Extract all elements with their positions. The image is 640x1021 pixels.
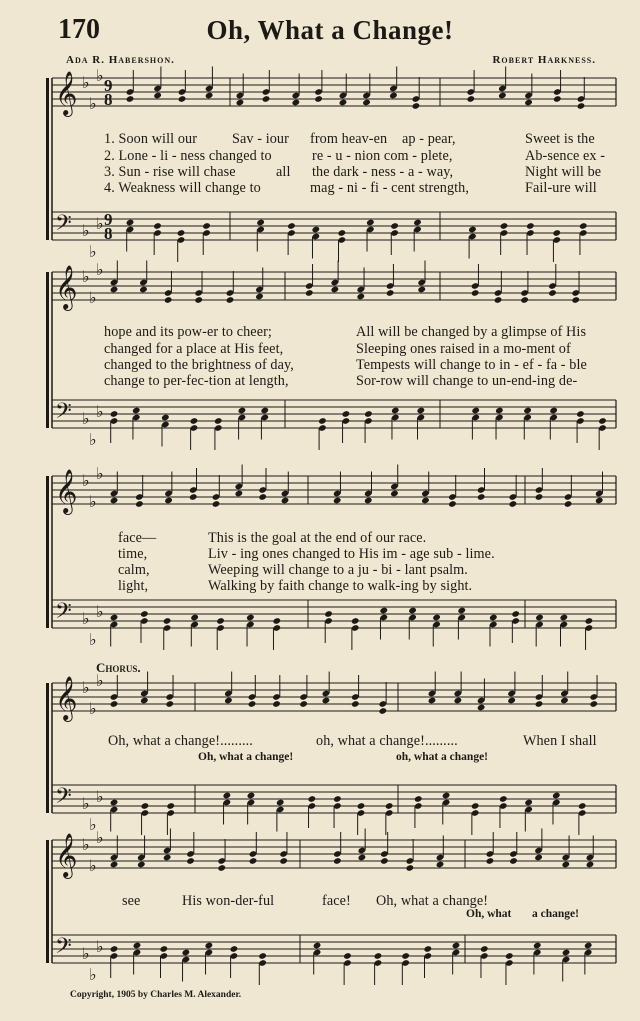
- flat-sign-icon: ♭: [96, 604, 104, 621]
- flat-sign-icon: ♭: [96, 68, 104, 85]
- note-head: [135, 500, 144, 508]
- note-head: [333, 795, 342, 803]
- time-signature-bottom: 8: [104, 224, 113, 243]
- note-head: [509, 857, 518, 865]
- s5-treble-c: face!: [322, 893, 351, 909]
- note-head: [217, 864, 226, 872]
- note-head: [471, 802, 480, 810]
- note-head: [212, 500, 221, 508]
- note-head: [190, 417, 199, 425]
- s5-bass-b: a change!: [532, 908, 579, 920]
- note-head: [182, 949, 191, 957]
- note-head: [247, 792, 256, 800]
- system-brace: [46, 78, 49, 240]
- note-head: [562, 949, 571, 957]
- note-head: [412, 102, 421, 110]
- note-head: [272, 617, 281, 625]
- flat-sign-icon: ♭: [89, 632, 97, 649]
- system-brace: [46, 272, 49, 428]
- note-head: [248, 700, 257, 708]
- note-head: [337, 229, 346, 237]
- s1-verse2-c: Ab-sence ex -: [525, 148, 606, 164]
- note-head: [110, 945, 119, 953]
- note-head: [216, 617, 225, 625]
- note-head: [223, 792, 232, 800]
- note-head: [159, 945, 168, 953]
- flat-sign-icon: ♭: [96, 404, 104, 421]
- note-head: [311, 226, 320, 234]
- note-head: [190, 614, 199, 622]
- note-head: [141, 802, 150, 810]
- note-head: [520, 296, 529, 304]
- note-head: [374, 952, 383, 960]
- note-head: [272, 700, 281, 708]
- note-head: [324, 610, 333, 618]
- flat-sign-icon: ♭: [89, 494, 97, 511]
- s1-verse4-b: mag - ni - fi - cent strength,: [310, 180, 470, 196]
- note-head: [226, 296, 235, 304]
- note-head: [468, 226, 477, 234]
- flat-sign-icon: ♭: [89, 701, 97, 718]
- s1-verse1-e: Sweet is the: [525, 131, 595, 147]
- system-brace: [46, 476, 49, 628]
- note-head: [351, 700, 360, 708]
- bass-clef-icon: 𝄢: [55, 399, 72, 429]
- note-head: [595, 497, 604, 505]
- s3-verse4-b: Walking by faith change to walk-ing by sight.: [208, 578, 473, 594]
- bass-clef-icon: 𝄢: [55, 211, 72, 241]
- note-head: [432, 614, 441, 622]
- note-head: [408, 607, 417, 615]
- note-head: [224, 697, 233, 705]
- note-head: [466, 95, 475, 103]
- note-head: [357, 802, 366, 810]
- treble-clef-icon: 𝄞: [55, 71, 78, 115]
- s3-verse1-b: This is the goal at the end of our race.: [208, 530, 427, 546]
- note-head: [579, 222, 588, 230]
- flat-sign-icon: ♭: [82, 473, 90, 490]
- note-head: [499, 795, 508, 803]
- s3-verse4-a: light,: [118, 578, 149, 594]
- note-head: [552, 229, 561, 237]
- hymn-number: 170: [58, 14, 100, 45]
- system-brace: [46, 683, 49, 813]
- note-head: [333, 857, 342, 865]
- s2-verse4-a: change to per-fec-tion at length,: [104, 373, 289, 389]
- s1-verse2-b: re - u - nion com - plete,: [312, 148, 453, 164]
- note-head: [258, 952, 267, 960]
- time-signature-top: 9: [104, 210, 113, 229]
- note-head: [585, 617, 594, 625]
- note-head: [313, 942, 322, 950]
- flat-sign-icon: ♭: [89, 96, 97, 113]
- note-head: [511, 610, 520, 618]
- note-head: [132, 407, 141, 415]
- note-head: [391, 407, 400, 415]
- note-head: [177, 229, 186, 237]
- note-head: [564, 500, 573, 508]
- lyricist-credit: Ada R. Habershon.: [66, 54, 175, 66]
- note-head: [477, 493, 486, 501]
- note-head: [500, 222, 509, 230]
- note-head: [576, 410, 585, 418]
- s3-verse2-a: time,: [118, 546, 148, 562]
- note-head: [452, 942, 461, 950]
- s1-verse2-a: 2. Lone - li - ness changed to: [104, 148, 272, 164]
- copyright-notice: Copyright, 1905 by Charles M. Alexander.: [70, 990, 242, 1000]
- s4-treble-c: When I shall: [523, 733, 597, 749]
- flat-sign-icon: ♭: [96, 466, 104, 483]
- note-head: [495, 407, 504, 415]
- note-head: [164, 296, 173, 304]
- flat-sign-icon: ♭: [82, 411, 90, 428]
- note-head: [133, 942, 142, 950]
- flat-sign-icon: ♭: [96, 216, 104, 233]
- note-head: [417, 407, 426, 415]
- s1-verse1-c: from heav-en: [310, 131, 388, 147]
- note-head: [413, 219, 422, 227]
- note-head: [535, 614, 544, 622]
- flat-sign-icon: ♭: [96, 673, 104, 690]
- note-head: [486, 857, 495, 865]
- note-head: [314, 95, 323, 103]
- s4-bass-a: Oh, what a change!: [198, 751, 294, 763]
- s4-bass-b: oh, what a change!: [396, 751, 489, 763]
- note-head: [279, 857, 288, 865]
- note-head: [356, 293, 365, 301]
- note-head: [457, 607, 466, 615]
- note-head: [255, 293, 264, 301]
- note-head: [110, 497, 119, 505]
- note-head: [505, 952, 514, 960]
- note-head: [110, 700, 119, 708]
- flat-sign-icon: ♭: [89, 432, 97, 449]
- treble-clef-icon: 𝄞: [55, 469, 78, 513]
- note-head: [442, 792, 451, 800]
- note-head: [454, 697, 463, 705]
- note-head: [110, 799, 119, 807]
- note-head: [110, 286, 119, 294]
- s5-treble-a: see: [122, 893, 141, 909]
- note-head: [137, 861, 146, 869]
- s2-verse1-b: All will be changed by a glimpse of His: [356, 324, 587, 340]
- note-head: [535, 493, 544, 501]
- note-head: [548, 289, 557, 297]
- note-head: [471, 289, 480, 297]
- composer-credit: Robert Harkness.: [492, 54, 596, 66]
- s1-verse3-b: all: [276, 164, 291, 180]
- s1-verse3-c: the dark - ness - a - way,: [312, 164, 454, 180]
- note-head: [386, 289, 395, 297]
- s2-verse2-a: changed for a place at His feet,: [104, 341, 284, 357]
- note-head: [507, 697, 516, 705]
- note-head: [351, 617, 360, 625]
- note-head: [305, 289, 314, 297]
- note-head: [390, 222, 399, 230]
- note-head: [235, 490, 244, 498]
- note-head: [477, 704, 486, 712]
- note-head: [189, 493, 198, 501]
- note-head: [362, 99, 371, 107]
- treble-clef-icon: 𝄞: [55, 676, 78, 720]
- s3-verse2-b: Liv - ing ones changed to His im - age sub - lime.: [208, 546, 495, 562]
- note-head: [552, 792, 561, 800]
- note-head: [164, 497, 173, 505]
- note-head: [561, 861, 570, 869]
- s5-treble-b: His won-der-ful: [182, 893, 275, 909]
- note-head: [161, 414, 170, 422]
- s2-verse1-a: hope and its pow-er to cheer;: [104, 324, 272, 340]
- note-head: [366, 219, 375, 227]
- flat-sign-icon: ♭: [82, 223, 90, 240]
- bass-clef-icon: 𝄢: [55, 599, 72, 629]
- s2-verse2-b: Sleeping ones raised in a mo-ment of: [356, 341, 571, 357]
- note-head: [436, 861, 445, 869]
- note-head: [178, 95, 187, 103]
- flat-sign-icon: ♭: [82, 75, 90, 92]
- note-head: [249, 857, 258, 865]
- note-head: [260, 407, 269, 415]
- flat-sign-icon: ♭: [89, 967, 97, 984]
- note-head: [163, 854, 172, 862]
- note-head: [526, 222, 535, 230]
- note-head: [205, 942, 214, 950]
- note-head: [163, 617, 172, 625]
- s5-treble-d: Oh, what a change!: [376, 893, 489, 909]
- note-head: [560, 697, 569, 705]
- note-head: [110, 861, 119, 869]
- note-head: [584, 942, 593, 950]
- bass-clef-icon: 𝄢: [55, 784, 72, 814]
- note-head: [140, 697, 149, 705]
- note-head: [281, 497, 290, 505]
- note-head: [299, 700, 308, 708]
- flat-sign-icon: ♭: [96, 262, 104, 279]
- note-head: [153, 222, 162, 230]
- note-head: [276, 799, 285, 807]
- note-head: [339, 99, 348, 107]
- note-head: [448, 500, 457, 508]
- time-signature-top: 9: [104, 76, 113, 95]
- s1-verse1-b: Sav - iour: [232, 131, 289, 147]
- note-head: [421, 497, 430, 505]
- note-head: [589, 700, 598, 708]
- note-head: [553, 95, 562, 103]
- note-head: [110, 410, 119, 418]
- note-head: [165, 700, 174, 708]
- flat-sign-icon: ♭: [82, 611, 90, 628]
- note-head: [110, 614, 119, 622]
- s2-verse3-b: Tempests will change to in - ef - fa - ble: [356, 357, 587, 373]
- note-head: [549, 407, 558, 415]
- note-head: [379, 607, 388, 615]
- flat-sign-icon: ♭: [82, 837, 90, 854]
- note-head: [578, 802, 587, 810]
- note-head: [342, 410, 351, 418]
- note-head: [333, 497, 342, 505]
- note-head: [287, 222, 296, 230]
- note-head: [389, 92, 398, 100]
- note-head: [535, 700, 544, 708]
- treble-clef-icon: 𝄞: [55, 265, 78, 309]
- note-head: [139, 286, 148, 294]
- s1-verse3-d: Night will be: [525, 164, 602, 180]
- flat-sign-icon: ♭: [82, 269, 90, 286]
- system-brace: [46, 840, 49, 963]
- note-head: [364, 410, 373, 418]
- s2-verse3-a: changed to the brightness of day,: [104, 357, 294, 373]
- note-head: [258, 493, 267, 501]
- s1-verse1-a: 1. Soon will our: [104, 131, 198, 147]
- note-head: [428, 697, 437, 705]
- note-head: [390, 490, 399, 498]
- note-head: [559, 614, 568, 622]
- note-head: [343, 952, 352, 960]
- s3-verse3-b: Weeping will change to a ju - bi - lant psalm.: [208, 562, 468, 578]
- note-head: [238, 407, 247, 415]
- note-head: [153, 92, 162, 100]
- note-head: [423, 945, 432, 953]
- note-head: [358, 854, 367, 862]
- s1-verse4-a: 4. Weakness will change to: [104, 180, 261, 196]
- s5-bass-a: Oh, what: [466, 908, 512, 920]
- s4-treble-b: oh, what a change!.........: [316, 733, 458, 749]
- note-head: [533, 942, 542, 950]
- note-head: [523, 407, 532, 415]
- note-head: [246, 614, 255, 622]
- note-head: [308, 795, 317, 803]
- s4-treble-a: Oh, what a change!.........: [108, 733, 253, 749]
- note-head: [586, 861, 595, 869]
- note-head: [524, 799, 533, 807]
- note-head: [571, 296, 580, 304]
- note-head: [406, 864, 415, 872]
- note-head: [480, 945, 489, 953]
- note-head: [166, 802, 175, 810]
- note-head: [322, 697, 331, 705]
- note-head: [126, 95, 135, 103]
- flat-sign-icon: ♭: [96, 830, 104, 847]
- note-head: [509, 500, 518, 508]
- bass-clef-icon: 𝄢: [55, 934, 72, 964]
- treble-clef-icon: 𝄞: [55, 833, 78, 877]
- note-head: [379, 707, 388, 715]
- note-head: [494, 296, 503, 304]
- s2-verse4-b: Sor-row will change to un-end-ing de-: [356, 373, 578, 389]
- note-head: [230, 945, 239, 953]
- s1-verse3-a: 3. Sun - rise will chase: [104, 164, 236, 180]
- time-signature-bottom: 8: [104, 90, 113, 109]
- note-head: [126, 219, 135, 227]
- note-head: [236, 99, 245, 107]
- note-head: [186, 857, 195, 865]
- s3-verse3-a: calm,: [118, 562, 150, 578]
- note-head: [401, 952, 410, 960]
- note-head: [140, 610, 149, 618]
- note-head: [385, 802, 394, 810]
- note-head: [417, 286, 426, 294]
- note-head: [471, 407, 480, 415]
- flat-sign-icon: ♭: [89, 858, 97, 875]
- flat-sign-icon: ♭: [89, 817, 97, 834]
- note-head: [256, 219, 265, 227]
- note-head: [214, 417, 223, 425]
- flat-sign-icon: ♭: [89, 290, 97, 307]
- note-head: [380, 857, 389, 865]
- flat-sign-icon: ♭: [96, 939, 104, 956]
- s1-verse1-d: ap - pear,: [402, 131, 456, 147]
- flat-sign-icon: ♭: [82, 796, 90, 813]
- note-head: [205, 92, 214, 100]
- note-head: [202, 222, 211, 230]
- note-head: [598, 417, 607, 425]
- note-head: [489, 614, 498, 622]
- hymn-title: Oh, What a Change!: [206, 15, 454, 45]
- flat-sign-icon: ♭: [82, 946, 90, 963]
- flat-sign-icon: ♭: [89, 244, 97, 261]
- chorus-label: Chorus.: [96, 660, 141, 675]
- note-head: [364, 497, 373, 505]
- s1-verse4-c: Fail-ure will: [525, 180, 597, 196]
- flat-sign-icon: ♭: [82, 680, 90, 697]
- note-head: [498, 92, 507, 100]
- note-head: [331, 286, 340, 294]
- note-head: [534, 854, 543, 862]
- note-head: [262, 95, 271, 103]
- flat-sign-icon: ♭: [96, 789, 104, 806]
- note-head: [318, 417, 327, 425]
- note-head: [414, 795, 423, 803]
- s3-verse1-a: face—: [118, 530, 157, 546]
- note-head: [577, 102, 586, 110]
- note-head: [194, 296, 203, 304]
- note-head: [292, 99, 301, 107]
- note-head: [524, 99, 533, 107]
